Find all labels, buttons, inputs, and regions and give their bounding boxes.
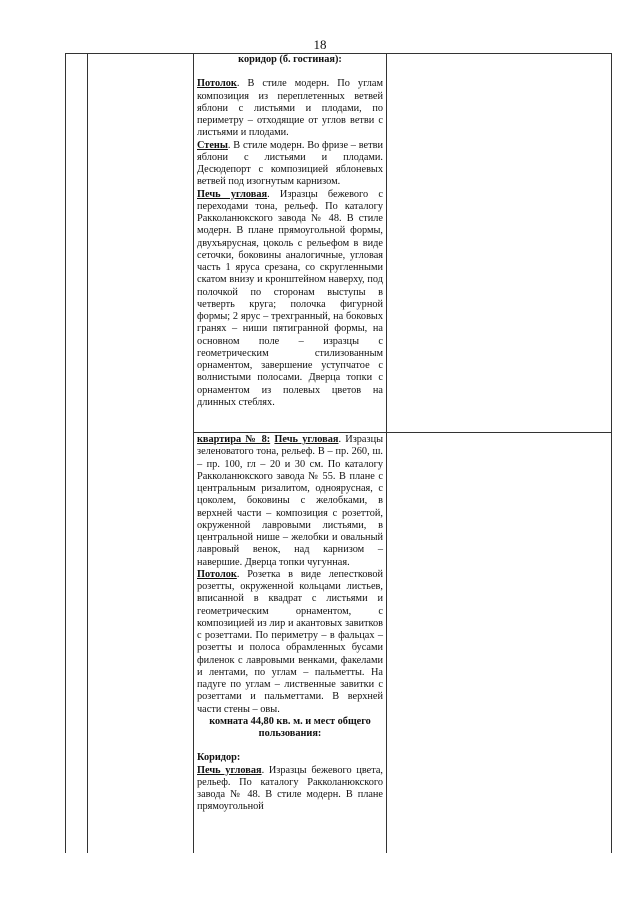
- corridor-stove-text: . Изразцы бежевого цвета, рельеф. По каталогу Ракколанюкского завода № 48. В стиле модерн. В плане прямоугольной: [197, 764, 383, 813]
- apartment-ceiling-text: . Розетка в виде лепестковой розетты, окруженной кольцами листьев, вписанной в квадрат с листьями и геометрическим орнаментом, с композицией из лир и акантовых завитков с розеттами. По периметру – в фальцах – розетты и полоса обрамленных бусами филенок с лавровыми венками, факелами и лентами, по углам – пальметты. На падуге по углам – лиственные завитки с розеттами и пальметтами. В верхней части стены – овы.: [197, 568, 383, 715]
- stove-paragraph: [197, 189, 383, 410]
- apartment-stove-text: . Изразцы зеленоватого тона, рельеф. В – пр. 260, ш. – пр. 100, гл – 20 и 30 см. По каталогу Ракколанюкского завода № 55. В плане с центральным ризалитом, одноярусная, с цоколем, боковины с желобками, в верхней части – композиция с розеттой, окруженной лавровыми листьями, в центральной нише – желобки и овальный лавровый венок, над карнизом – навершие. Дверца топки чугунная.: [197, 434, 383, 568]
- table-right-border: [611, 53, 612, 853]
- room-heading: комната 44,80 кв. м. и мест общего пользования:: [209, 715, 371, 739]
- table-left-border: [65, 53, 66, 853]
- row-divider: [193, 432, 611, 433]
- corridor-stove-label: Печь угловая: [197, 764, 262, 776]
- section-heading: коридор (б. гостиная):: [238, 54, 342, 65]
- description-cell-2: [197, 434, 383, 814]
- description-cell-1: [197, 54, 383, 409]
- apartment-ceiling-paragraph: [197, 569, 383, 716]
- corridor-stove-paragraph: [197, 765, 383, 814]
- walls-text: . В стиле модерн. Во фризе – ветви яблони с листьями и плодами. Десюдепорт с композицией яблоневых ветвей под изогнутым карнизом.: [197, 139, 383, 188]
- column-divider-3: [386, 53, 387, 853]
- stove-text: . Изразцы бежевого с переходами тона, рельеф. По каталогу Ракколанюкского завода № 48. В стиле модерн. В плане прямоугольной формы, двухъярусная, цоколь с рельефом в виде сеточки, боковины аналогичные, угловая часть 1 яруса срезана, со скругленными скатом внизу и кронштейном наверху, под полочкой по сторонам выступы в четверть круга; полочка фигурной формы; 2 ярус – трехгранный, на боковых гранях – ниши пятигранной формы, на основном поле – изразцы с геометрическим стилизованным орнаментом, завершение уступчатое с волнистыми полосами. Дверца топки с орнаментом из полевых цветов на длинных стеблях.: [197, 188, 383, 408]
- column-divider-1: [87, 53, 88, 853]
- apartment-stove-paragraph: [197, 434, 383, 569]
- apartment-stove-label: Печь угловая: [274, 434, 339, 445]
- ceiling-label: Потолок: [197, 78, 237, 90]
- column-divider-2: [193, 53, 194, 853]
- page-number: 18: [313, 37, 327, 52]
- corridor-heading: Коридор:: [197, 752, 241, 764]
- stove-label: Печь угловая: [197, 188, 268, 200]
- apartment-ceiling-label: Потолок: [197, 568, 237, 580]
- walls-paragraph: [197, 140, 383, 189]
- ceiling-text: . В стиле модерн. По углам композиция из переплетенных ветвей яблони с листьями и плодами, по периметру – отходящие от углов ветви с листьями и плодами.: [197, 78, 383, 139]
- ceiling-paragraph: [197, 78, 383, 139]
- apartment-label: квартира № 8:: [197, 434, 271, 445]
- walls-label: Стены: [197, 139, 228, 151]
